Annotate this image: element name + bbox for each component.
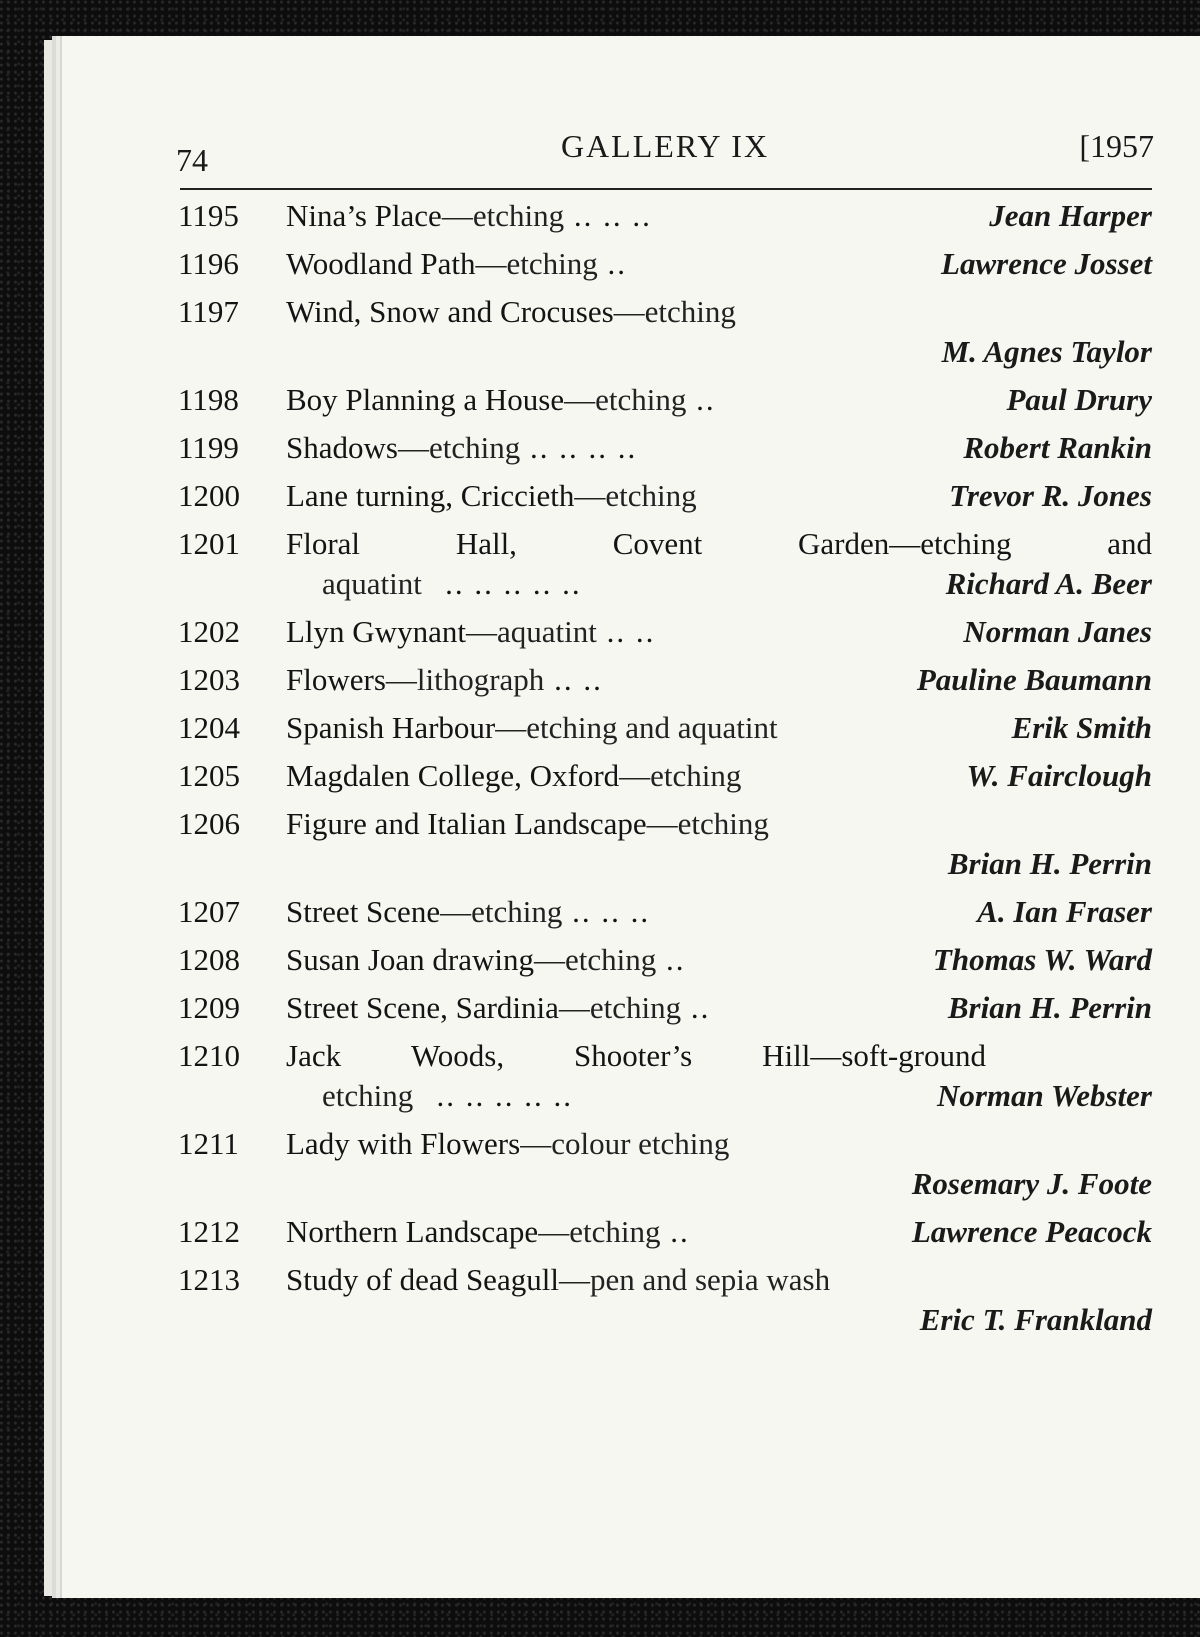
entry-number: 1199	[178, 430, 239, 465]
entry-artist: Lawrence Peacock	[911, 1214, 1152, 1249]
entry-1213	[178, 1260, 1152, 1340]
leader-dots: ..	[660, 1214, 690, 1249]
entry-artist: Richard A. Beer	[945, 566, 1152, 601]
entry-1205	[178, 756, 1152, 796]
entry-title: Boy Planning a House	[286, 382, 565, 417]
entry-number: 1204	[178, 710, 240, 745]
entry-number: 1196	[178, 246, 239, 281]
entry-1211	[178, 1124, 1152, 1204]
entry-artist: Erik Smith	[1011, 710, 1152, 745]
entry-title: Woodland Path	[286, 246, 476, 281]
entry-title	[286, 524, 1152, 564]
entry-medium: —etching	[646, 806, 769, 841]
entry-1210	[178, 1036, 1152, 1116]
entry-1212	[178, 1212, 1152, 1252]
leader-dots: .. .. .. .. ..	[436, 1078, 573, 1113]
entry-medium: —etching	[533, 942, 657, 977]
entry-number: 1203	[178, 662, 240, 697]
gallery-title: GALLERY IX	[560, 128, 770, 164]
entry-medium: —etching	[613, 294, 736, 329]
entry-medium: —etching	[558, 990, 682, 1025]
entry-1198	[178, 380, 1152, 420]
page-header	[176, 128, 1154, 188]
entry-title: Shadows	[286, 430, 398, 465]
title-word: Covent	[612, 526, 703, 561]
title-word: and	[1107, 526, 1152, 561]
entry-title: Susan Joan drawing	[286, 942, 534, 977]
entry-number: 1206	[178, 806, 240, 841]
entry-medium: etching	[322, 1078, 414, 1113]
entry-artist: Lawrence Josset	[941, 246, 1152, 281]
entry-number: 1211	[178, 1126, 239, 1161]
leader-dots: ..	[656, 942, 686, 977]
title-word: Hall,	[455, 526, 517, 561]
entry-artist: Trevor R. Jones	[949, 478, 1152, 513]
entry-artist: Robert Rankin	[963, 430, 1152, 465]
entry-title: Lane turning, Criccieth	[286, 478, 575, 513]
leader-dots: .. ..	[544, 662, 603, 697]
entry-title: Study of dead Seagull	[286, 1262, 559, 1297]
entry-artist: A. Ian Fraser	[977, 894, 1152, 929]
title-word: Woods,	[410, 1038, 505, 1073]
entry-1201	[178, 524, 1152, 604]
entry-artist: Pauline Baumann	[916, 662, 1152, 697]
entry-number: 1213	[178, 1262, 240, 1297]
entry-title: Llyn Gwynant	[286, 614, 466, 649]
entry-medium: —etching	[574, 478, 697, 513]
title-word: Floral	[286, 526, 361, 561]
entry-medium: —colour etching	[520, 1126, 730, 1161]
entry-title: Street Scene, Sardinia	[286, 990, 559, 1025]
leader-dots: .. .. .. .. ..	[445, 566, 582, 601]
entry-number: 1201	[178, 526, 240, 561]
entry-artist: Jean Harper	[989, 198, 1152, 233]
entry-title: Lady with Flowers	[286, 1126, 521, 1161]
entry-title: Spanish Harbour	[286, 710, 496, 745]
leader-dots: ..	[681, 990, 711, 1025]
entry-1204	[178, 708, 1152, 748]
entry-medium: —etching	[619, 758, 742, 793]
leader-dots: .. .. ..	[564, 198, 652, 233]
entry-1196	[178, 244, 1152, 284]
entry-title: Flowers	[286, 662, 386, 697]
entry-number: 1207	[178, 894, 240, 929]
entry-artist: Eric T. Frankland	[919, 1302, 1152, 1337]
entry-1208	[178, 940, 1152, 980]
title-word: Hill—soft-ground	[762, 1038, 986, 1073]
entry-number: 1195	[178, 198, 239, 233]
entry-title: Northern Landscape	[286, 1214, 539, 1249]
entry-medium: —etching and aquatint	[495, 710, 778, 745]
entry-1197	[178, 292, 1152, 372]
entry-1206	[178, 804, 1152, 884]
entry-medium: —etching	[475, 246, 598, 281]
entry-number: 1209	[178, 990, 240, 1025]
entry-1203	[178, 660, 1152, 700]
entry-medium: —lithograph	[385, 662, 545, 697]
entry-medium: —aquatint	[465, 614, 597, 649]
entry-number: 1197	[178, 294, 239, 329]
entry-artist: Paul Drury	[1006, 382, 1152, 417]
entry-artist: Brian H. Perrin	[947, 990, 1152, 1025]
leader-dots: ..	[686, 382, 716, 417]
title-word: Shooter’s	[573, 1038, 693, 1073]
entry-artist: Thomas W. Ward	[932, 942, 1152, 977]
entry-artist: Norman Webster	[936, 1078, 1152, 1113]
entry-title	[286, 1036, 986, 1076]
leader-dots: .. .. .. ..	[520, 430, 638, 465]
entry-1195	[178, 196, 1152, 236]
header-rule	[180, 188, 1152, 190]
entry-1199	[178, 428, 1152, 468]
entry-1202	[178, 612, 1152, 652]
entry-1200	[178, 476, 1152, 516]
entry-artist: W. Fairclough	[966, 758, 1152, 793]
entry-artist: Brian H. Perrin	[947, 846, 1152, 881]
leader-dots: .. .. ..	[562, 894, 651, 929]
entry-1209	[178, 988, 1152, 1028]
entry-1207	[178, 892, 1152, 932]
entry-medium: —etching	[440, 894, 563, 929]
title-word: Jack	[286, 1038, 342, 1073]
entry-number: 1200	[178, 478, 240, 513]
entry-medium: aquatint	[322, 566, 422, 601]
entry-number: 1198	[178, 382, 239, 417]
entry-number: 1208	[178, 942, 240, 977]
entry-title: Street Scene	[286, 894, 441, 929]
entry-number: 1202	[178, 614, 240, 649]
entry-artist: Norman Janes	[963, 614, 1152, 649]
catalogue-year: [1957	[1079, 128, 1154, 164]
page-number: 74	[176, 142, 208, 178]
entry-title: Wind, Snow and Crocuses	[286, 294, 614, 329]
entry-list	[178, 196, 1152, 1348]
entry-title: Nina’s Place	[286, 198, 442, 233]
entry-medium: —etching	[564, 382, 687, 417]
entry-artist: Rosemary J. Foote	[911, 1166, 1152, 1201]
entry-medium: —etching	[397, 430, 521, 465]
entry-medium: —pen and sepia wash	[558, 1262, 831, 1297]
entry-medium: —etching	[538, 1214, 661, 1249]
entry-artist: M. Agnes Taylor	[941, 334, 1152, 369]
entry-title: Magdalen College, Oxford	[286, 758, 620, 793]
entry-number: 1212	[178, 1214, 240, 1249]
title-word: Garden—etching	[798, 526, 1012, 561]
entry-medium: —etching	[441, 198, 565, 233]
leader-dots: ..	[597, 246, 628, 281]
entry-number: 1210	[178, 1038, 240, 1073]
leader-dots: .. ..	[596, 614, 656, 649]
entry-number: 1205	[178, 758, 240, 793]
entry-title: Figure and Italian Landscape	[286, 806, 647, 841]
